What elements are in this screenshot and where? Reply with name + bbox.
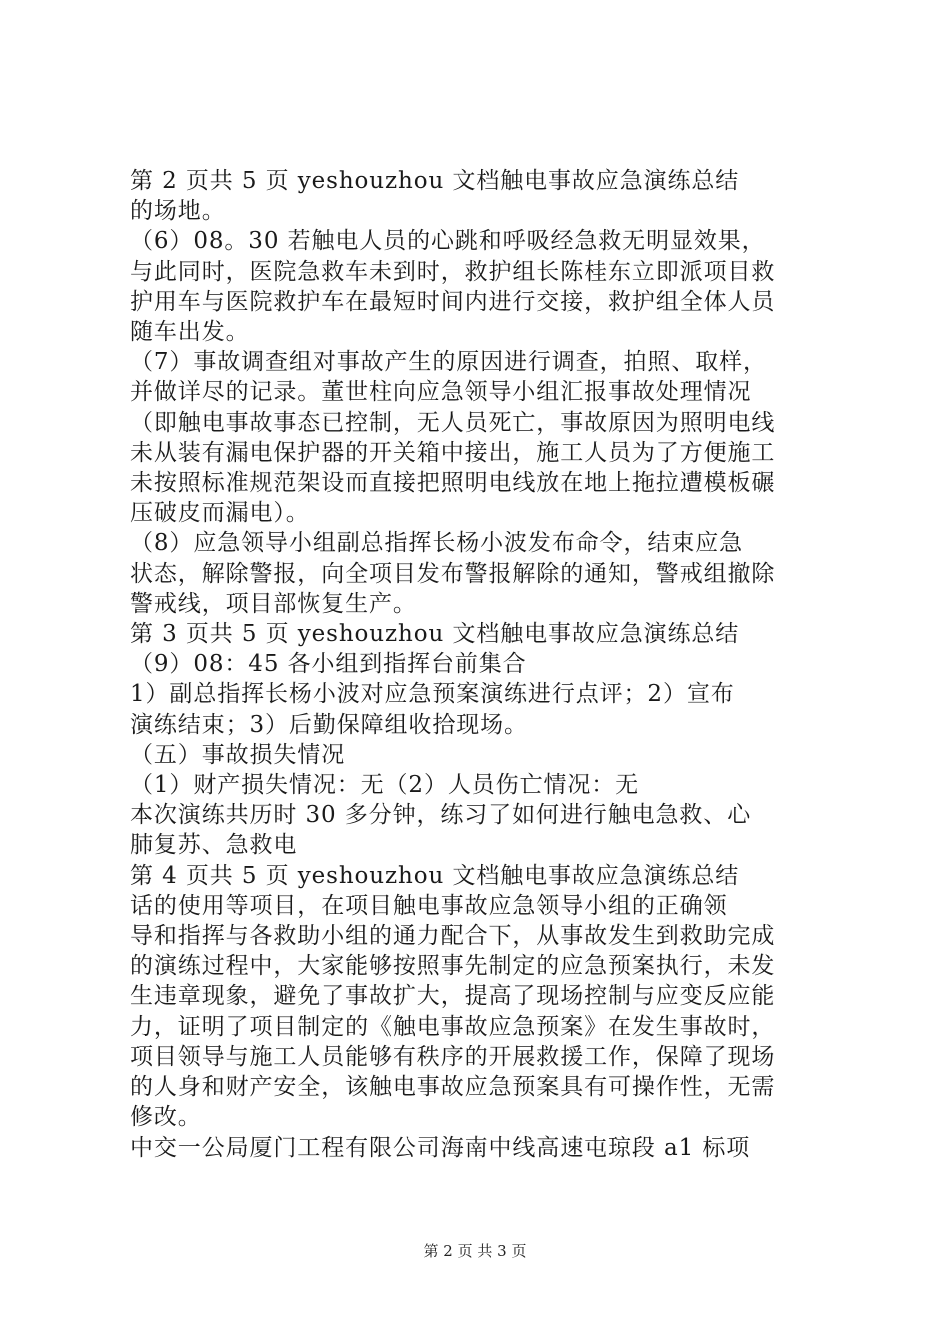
text-line: 的演练过程中，大家能够按照事先制定的应急预案执行，未发 bbox=[130, 953, 776, 980]
text-line: 未从装有漏电保护器的开关箱中接出，施工人员为了方便施工 bbox=[130, 439, 776, 466]
text-line: 压破皮而漏电）。 bbox=[130, 500, 310, 527]
text-line: （8）应急领导小组副总指挥长杨小波发布命令，结束应急 bbox=[130, 530, 744, 557]
text-line: 项目领导与施工人员能够有秩序的开展救援工作，保障了现场 bbox=[130, 1043, 776, 1070]
text-line: （即触电事故事态已控制，无人员死亡，事故原因为照明电线 bbox=[130, 409, 776, 436]
text-line: 1）副总指挥长杨小波对应急预案演练进行点评；2）宣布 bbox=[130, 681, 735, 708]
text-line: 本次演练共历时 30 多分钟，练习了如何进行触电急救、心 bbox=[130, 802, 752, 829]
page-footer: 第 2 页 共 3 页 bbox=[423, 1242, 527, 1260]
text-line: 警戒线，项目部恢复生产。 bbox=[130, 590, 417, 617]
text-line: （1）财产损失情况：无（2）人员伤亡情况：无 bbox=[130, 772, 640, 799]
text-line: （7）事故调查组对事故产生的原因进行调查，拍照、取样， bbox=[130, 349, 767, 376]
text-line: 并做详尽的记录。董世柱向应急领导小组汇报事故处理情况 bbox=[130, 379, 752, 406]
text-line: 话的使用等项目，在项目触电事故应急领导小组的正确领 bbox=[130, 892, 728, 919]
text-line: 第 4 页共 5 页 yeshouzhou 文档触电事故应急演练总结 bbox=[130, 862, 740, 889]
text-line: （6）08。30 若触电人员的心跳和呼吸经急救无明显效果， bbox=[130, 228, 766, 255]
text-line: 未按照标准规范架设而直接把照明电线放在地上拖拉遭模板碾 bbox=[130, 470, 776, 497]
text-line: 的人身和财产安全，该触电事故应急预案具有可操作性，无需 bbox=[130, 1074, 776, 1101]
text-line: （五）事故损失情况 bbox=[130, 741, 346, 768]
text-line: 生违章现象，避免了事故扩大，提高了现场控制与应变反应能 bbox=[130, 983, 776, 1010]
text-line: 与此同时，医院急救车未到时，救护组长陈桂东立即派项目救 bbox=[130, 258, 776, 285]
text-line: （9）08：45 各小组到指挥台前集合 bbox=[130, 651, 527, 678]
text-line: 第 3 页共 5 页 yeshouzhou 文档触电事故应急演练总结 bbox=[130, 621, 740, 648]
text-line: 修改。 bbox=[130, 1104, 202, 1131]
text-line: 护用车与医院救护车在最短时间内进行交接，救护组全体人员 bbox=[130, 288, 776, 315]
text-line: 导和指挥与各救助小组的通力配合下，从事故发生到救助完成 bbox=[130, 923, 776, 950]
text-line: 第 2 页共 5 页 yeshouzhou 文档触电事故应急演练总结 bbox=[130, 168, 740, 194]
text-line: 中交一公局厦门工程有限公司海南中线高速屯琼段 a1 标项 bbox=[130, 1134, 751, 1161]
text-line: 的场地。 bbox=[130, 198, 226, 225]
text-line: 状态，解除警报，向全项目发布警报解除的通知，警戒组撤除 bbox=[130, 560, 776, 587]
text-line: 力，证明了项目制定的《触电事故应急预案》在发生事故时， bbox=[130, 1013, 776, 1040]
text-line: 肺复苏、急救电 bbox=[130, 832, 298, 859]
document-body bbox=[130, 166, 830, 1163]
text-line: 随车出发。 bbox=[130, 319, 250, 346]
text-line: 演练结束；3）后勤保障组收拾现场。 bbox=[130, 711, 528, 738]
